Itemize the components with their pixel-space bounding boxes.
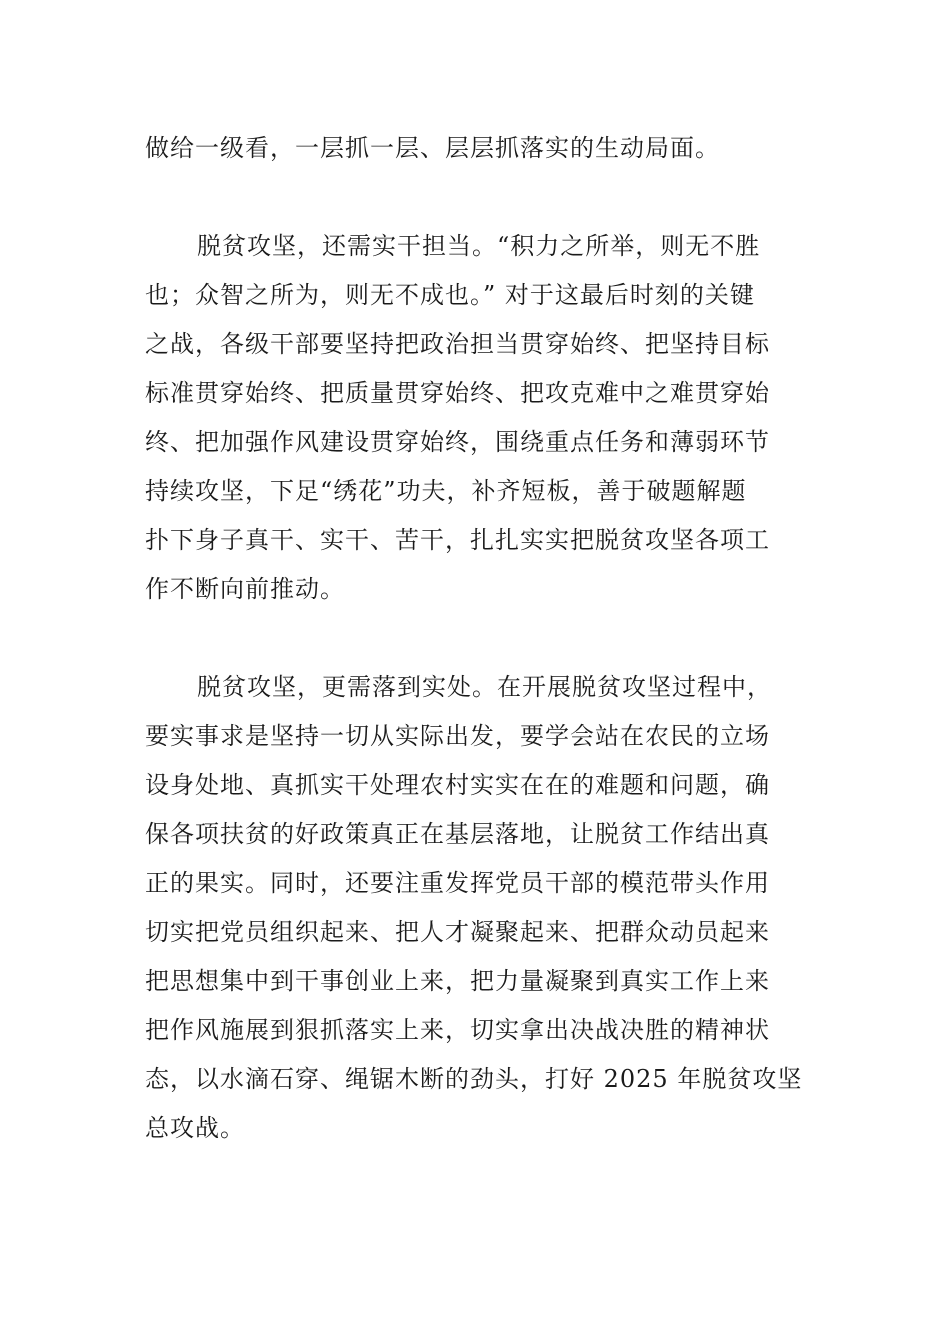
text-line: 持续攻坚，下足“绣花”功夫，补齐短板，善于破题解题: [145, 477, 747, 505]
text-line: 保各项扶贫的好政策真正在基层落地，让脱贫工作结出真: [145, 820, 770, 848]
paragraph-practical-responsibility: [145, 222, 805, 614]
text-line: 要实事求是坚持一切从实际出发，要学会站在农民的立场: [145, 722, 770, 750]
text-line: 设身处地、真抓实干处理农村实实在在的难题和问题，确: [145, 771, 770, 799]
text-line: 终、把加强作风建设贯穿始终，围绕重点任务和薄弱环节: [145, 428, 770, 456]
text-line: 标准贯穿始终、把质量贯穿始终、把攻克难中之难贯穿始: [145, 379, 770, 407]
text-line: 脱贫攻坚，更需落到实处。在开展脱贫攻坚过程中，: [197, 673, 772, 701]
text-line: 扑下身子真干、实干、苦干，扎扎实实把脱贫攻坚各项工: [145, 526, 770, 554]
text-line: 脱贫攻坚，还需实干担当。“积力之所举，则无不胜: [197, 232, 761, 260]
text-line: 总攻战。: [145, 1114, 245, 1142]
text-line: 把思想集中到干事创业上来，把力量凝聚到真实工作上来: [145, 967, 770, 995]
text-line: 作不断向前推动。: [145, 575, 345, 603]
paragraph-implementation: [145, 663, 805, 1153]
paragraph-continuation: [145, 124, 805, 173]
text-line: 态，以水滴石穿、绳锯木断的劲头，打好 2025 年脱贫攻坚: [145, 1065, 803, 1093]
text-line: 做给一级看，一层抓一层、层层抓落实的生动局面。: [145, 134, 720, 162]
text-line: 把作风施展到狠抓落实上来，切实拿出决战决胜的精神状: [145, 1016, 770, 1044]
text-line: 正的果实。同时，还要注重发挥党员干部的模范带头作用: [145, 869, 770, 897]
paragraph-gap: [145, 614, 805, 663]
text-line: 之战，各级干部要坚持把政治担当贯穿始终、把坚持目标: [145, 330, 770, 358]
text-line: 切实把党员组织起来、把人才凝聚起来、把群众动员起来: [145, 918, 770, 946]
text-line: 也；众智之所为，则无不成也。” 对于这最后时刻的关键: [145, 281, 755, 309]
document-body: [145, 124, 805, 1153]
paragraph-gap: [145, 173, 805, 222]
